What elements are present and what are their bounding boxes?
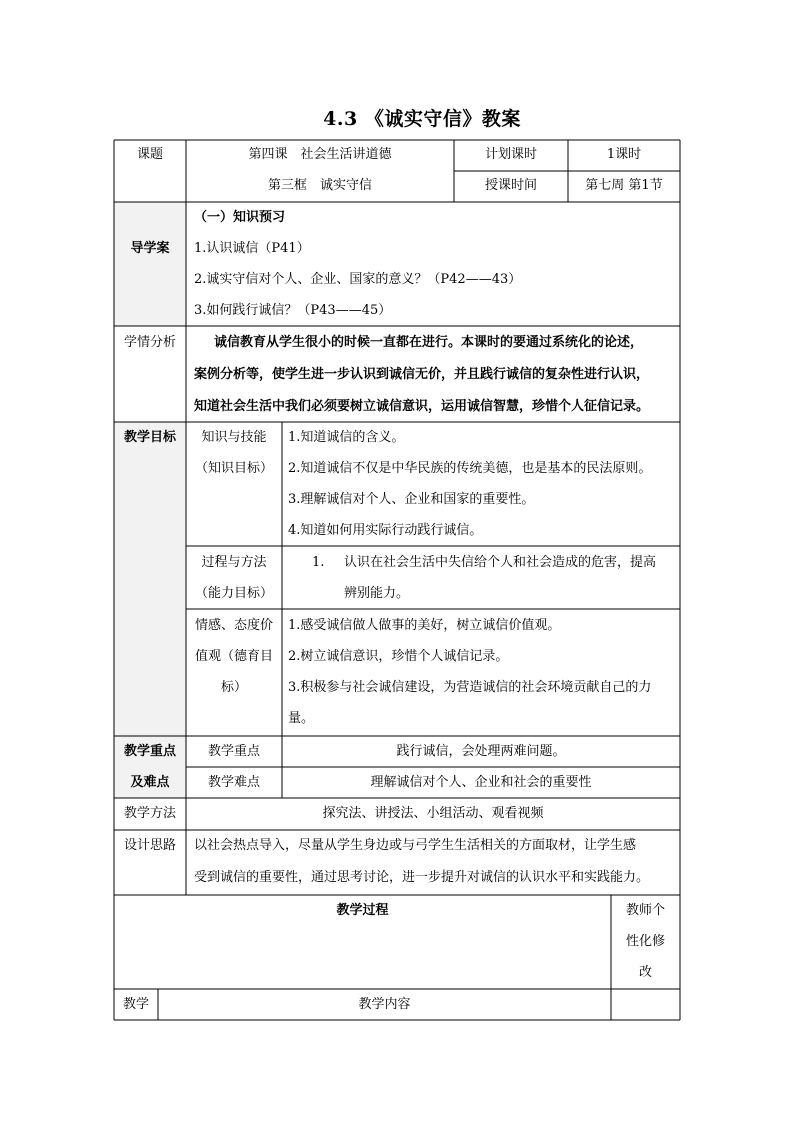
teaching-col-header: 教学 (122, 997, 149, 1012)
guide-heading: （一）知识预习 (194, 210, 286, 225)
analysis-label: 学情分析 (123, 335, 176, 350)
difficulty-label: 教学难点 (207, 775, 260, 790)
emotion-label: 情感、态度价 (194, 618, 273, 633)
emotion-item: 3.积极参与社会诚信建设，为营造诚信的社会环境贡献自己的力 (288, 680, 652, 695)
teach-time-value: 第七周 第1节 (585, 178, 663, 193)
teach-time-label: 授课时间 (484, 178, 537, 193)
emotion-label: 值观（德育目 (194, 649, 273, 664)
personal-revision-label: 改 (638, 965, 652, 980)
process-method-label: 过程与方法 (201, 555, 267, 570)
knowledge-label: 知识与技能 (201, 430, 267, 445)
guide-item: 3.如何践行诚信？（P43——45） (194, 303, 392, 318)
analysis-line: 知道社会生活中我们必须要树立诚信意识，运用诚信智慧，珍惜个人征信记录。 (194, 399, 650, 414)
personal-revision-label: 教师个 (625, 903, 665, 918)
difficulty-value: 理解诚信对个人、企业和社会的重要性 (370, 775, 592, 790)
design-line: 受到诚信的重要性，通过思考讨论，进一步提升对诚信的认识水平和实践能力。 (194, 870, 650, 885)
analysis-line: 案例分析等，使学生进一步认识到诚信无价，并且践行诚信的复杂性进行认识， (194, 367, 650, 382)
process-item-number: 1. (312, 555, 325, 570)
design-label: 设计思路 (123, 838, 176, 853)
knowledge-label: （知识目标） (194, 461, 273, 476)
knowledge-item: 3.理解诚信对个人、企业和国家的重要性。 (288, 492, 535, 507)
process-item: 辨别能力。 (344, 586, 410, 601)
plan-hours-label: 计划课时 (484, 147, 537, 162)
guide-item: 2.诚实守信对个人、企业、国家的意义？（P42——43） (194, 272, 522, 287)
design-line: 以社会热点导入，尽量从学生身边或与弓学生生活相关的方面取材，让学生感 (194, 838, 637, 853)
focus-value: 践行诚信，会处理两难问题。 (396, 744, 566, 759)
process-item: 认识在社会生活中失信给个人和社会造成的危害，提高 (344, 555, 657, 570)
keti-label: 课题 (136, 147, 163, 162)
analysis-line: 诚信教育从学生很小的时候一直都在进行。本课时的要通过系统化的论述， (214, 335, 644, 350)
plan-hours-value: 1课时 (606, 147, 642, 162)
objectives-label: 教学目标 (123, 430, 176, 445)
focus-label: 教学重点 (207, 744, 260, 759)
frame-name: 第三框 诚实守信 (267, 178, 372, 193)
lesson-name: 第四课 社会生活讲道德 (248, 147, 392, 162)
method-label: 教学方法 (123, 806, 176, 821)
key-label: 及难点 (130, 775, 170, 790)
page-title: 4.3 《诚实守信》教案 (323, 108, 521, 130)
knowledge-item: 2.知道诚信不仅是中华民族的传统美德，也是基本的民法原则。 (288, 461, 652, 476)
guide-item: 1.认识诚信（P41） (194, 241, 310, 256)
emotion-item: 1.感受诚信做人做事的美好，树立诚信价值观。 (288, 618, 561, 633)
knowledge-item: 1.知道诚信的含义。 (288, 430, 405, 445)
emotion-item: 2.树立诚信意识，珍惜个人诚信记录。 (288, 649, 509, 664)
method-value: 探究法、讲授法、小组活动、观看视频 (322, 806, 544, 821)
content-col-header: 教学内容 (358, 997, 411, 1012)
personal-revision-label: 性化修 (625, 934, 665, 949)
guide-label: 导学案 (130, 241, 170, 256)
knowledge-item: 4.知道如何用实际行动践行诚信。 (288, 523, 483, 538)
emotion-label: 标） (220, 680, 247, 695)
process-title: 教学过程 (336, 903, 389, 918)
process-method-label: （能力目标） (194, 586, 273, 601)
emotion-item: 量。 (288, 711, 315, 726)
key-label: 教学重点 (123, 744, 176, 759)
